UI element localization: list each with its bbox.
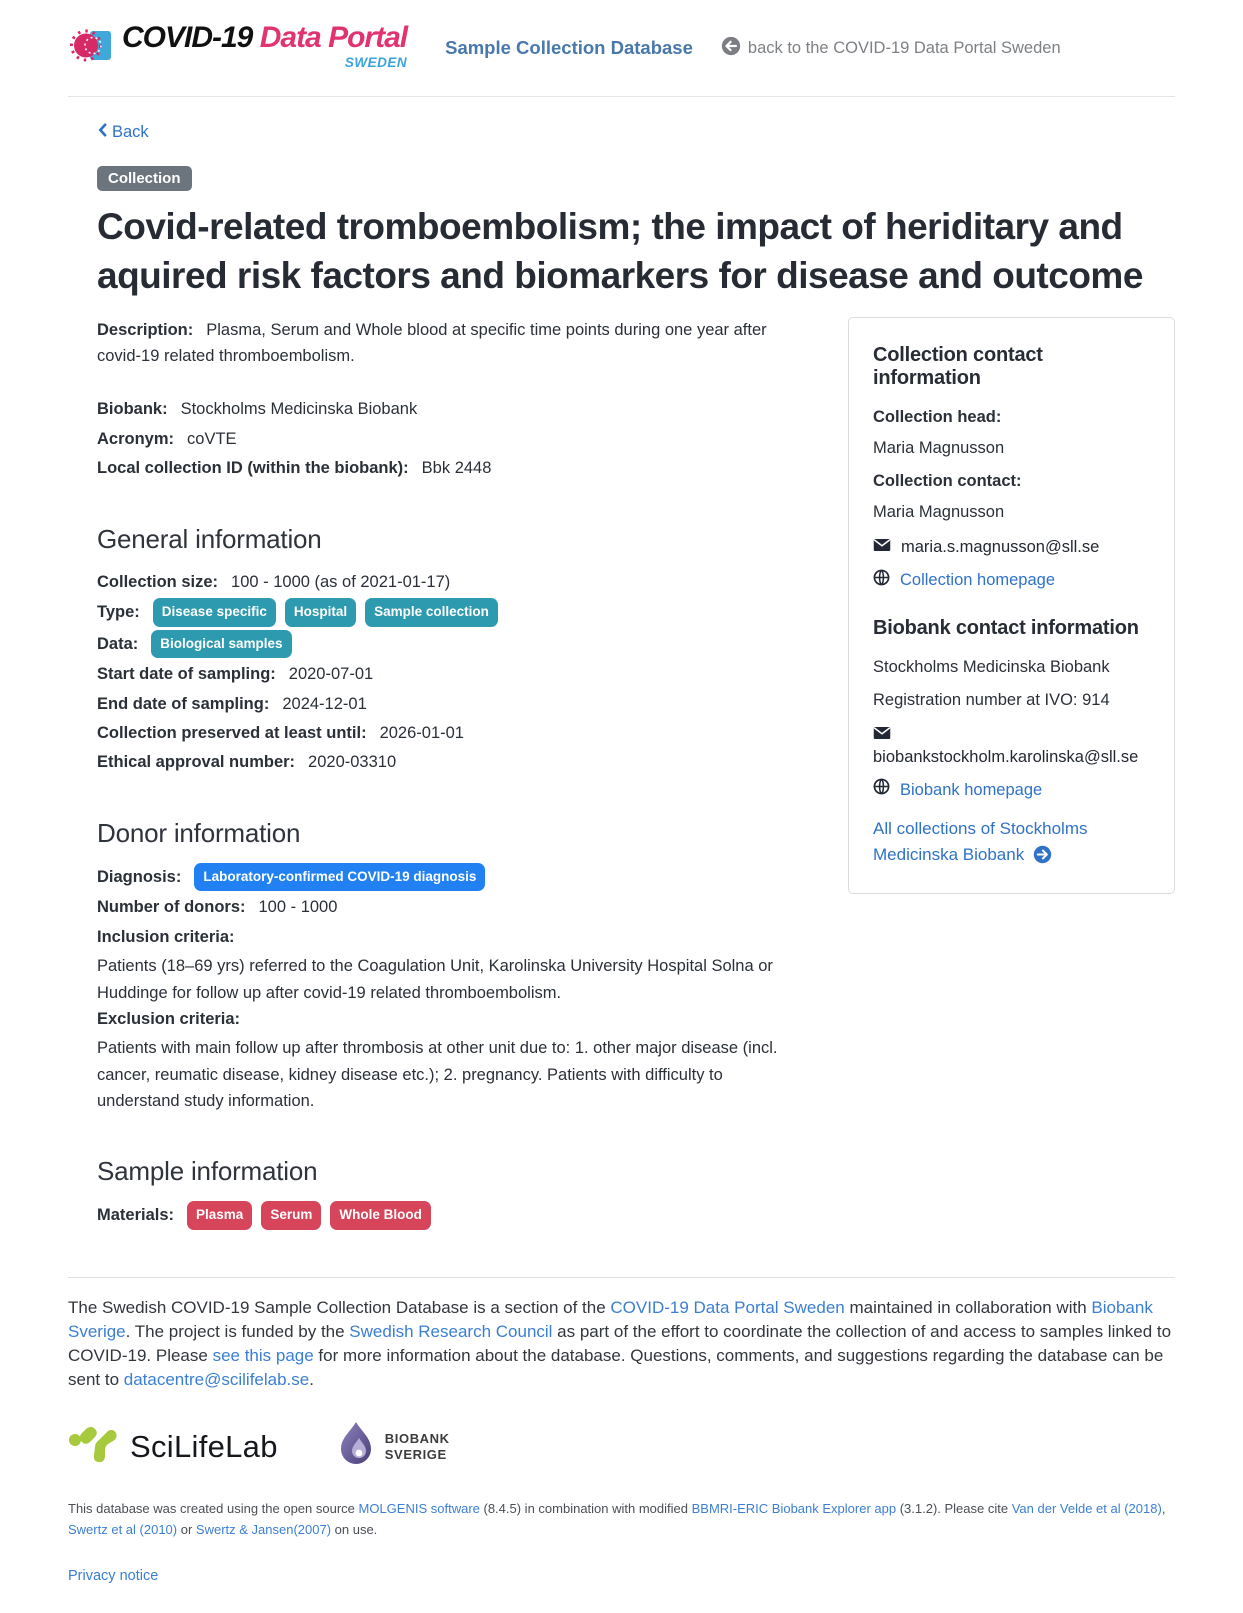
- nav-back-to-portal[interactable]: back to the COVID-19 Data Portal Sweden: [721, 36, 1061, 61]
- all-collections-link[interactable]: All collections of Stockholms Medicinska Biobank: [873, 819, 1088, 864]
- footer-logos: [68, 1419, 1175, 1476]
- materials-row: Materials: Plasma Serum Whole Blood: [97, 1201, 787, 1230]
- type-row: Type: Disease specific Hospital Sample collection: [97, 598, 787, 627]
- inclusion-criteria-text: Patients (18–69 yrs) referred to the Coagulation Unit, Karolinska University Hospital Solna or Huddinge for follow up after covid-19 related thromboembolism.: [97, 957, 773, 1002]
- chevron-left-icon: [97, 123, 108, 142]
- inline-link[interactable]: Swertz & Jansen(2007): [195, 1521, 332, 1537]
- ethical-approval-row: Ethical approval number: 2020-03310: [97, 753, 397, 772]
- footer-fineprint: This database was created using the open source MOLGENIS software (8.4.5) in combination with modified BBMRI-ERIC Biobank Explorer app (3.1.2). Please cite Van der Velde et al (2018), Swertz et al (2010) or Swertz & Jansen(2007) on use.: [68, 1500, 1166, 1537]
- scilifelab-logo[interactable]: SciLifeLab: [68, 1419, 278, 1476]
- collection-type-badge: Collection: [97, 166, 192, 191]
- inline-link[interactable]: datacentre@scilifelab.se: [123, 1370, 310, 1390]
- badge: Plasma: [187, 1201, 252, 1230]
- inline-link[interactable]: MOLGENIS software: [358, 1500, 480, 1516]
- biobank-name: Stockholms Medicinska Biobank: [873, 657, 1110, 676]
- badge: Serum: [261, 1201, 321, 1230]
- biobank-registration: Registration number at IVO: 914: [873, 690, 1110, 709]
- local-id-row: Local collection ID (within the biobank): Bbk 2448: [97, 459, 492, 478]
- acronym-row: Acronym: coVTE: [97, 429, 237, 448]
- covid19-data-portal-logo[interactable]: [68, 20, 408, 74]
- description-label: Description:: [97, 320, 194, 339]
- inline-link[interactable]: Swertz et al (2010): [68, 1521, 178, 1537]
- inline-link[interactable]: COVID-19 Data Portal Sweden: [610, 1298, 845, 1318]
- privacy-notice-link[interactable]: Privacy notice: [68, 1567, 159, 1584]
- start-date-row: Start date of sampling: 2020-07-01: [97, 665, 374, 684]
- biobank-contact-heading: Biobank contact information: [873, 616, 1139, 639]
- collection-contact-heading: Collection contact information: [873, 343, 1043, 389]
- details-column: [97, 317, 797, 1233]
- collection-contact-label: Collection contact:: [873, 471, 1022, 490]
- collection-contact-email[interactable]: maria.s.magnusson@sll.se: [873, 536, 1150, 559]
- biobank-homepage-link[interactable]: Biobank homepage: [873, 778, 1150, 802]
- collection-homepage-link[interactable]: Collection homepage: [873, 569, 1150, 593]
- collection-head-label: Collection head:: [873, 407, 1002, 426]
- description: Description: Plasma, Serum and Whole blood at specific time points during one year after covid-19 related thromboembolism.: [97, 320, 767, 366]
- footer-about-text: The Swedish COVID-19 Sample Collection Database is a section of the COVID-19 Data Portal Sweden maintained in collaboration with Biobank Sverige. The project is funded by the Swedish Research Council as part of the effort to coordinate the collection of and access to samples linked to COVID-19. Please see this page for more information about the database. Questions, comments, and suggestions regarding the database can be sent to datacentre@scilifelab.se.: [68, 1298, 1172, 1390]
- back-link[interactable]: Back: [97, 123, 149, 142]
- preserved-until-row: Collection preserved at least until: 2026-01-01: [97, 723, 464, 742]
- contact-info-card: [848, 317, 1175, 895]
- logo-dataportal-text: Data Portal: [259, 20, 408, 54]
- header: [68, 0, 1175, 97]
- exclusion-criteria-label: Exclusion criteria:: [97, 1009, 241, 1028]
- badge: Disease specific: [153, 598, 276, 627]
- biobank-sverige-logo[interactable]: BIOBANK SVERIGE: [336, 1420, 450, 1475]
- biobank-row: Biobank: Stockholms Medicinska Biobank: [97, 400, 418, 419]
- globe-icon: [873, 778, 890, 802]
- logo-covid-text: COVID-19: [122, 20, 253, 54]
- arrow-left-circle-icon: [721, 36, 741, 61]
- donor-information-heading: Donor information: [97, 817, 301, 848]
- inclusion-criteria-label: Inclusion criteria:: [97, 927, 235, 946]
- scilifelab-icon: [68, 1419, 120, 1476]
- data-row: Data: Biological samples: [97, 630, 787, 659]
- badge: Sample collection: [365, 598, 498, 627]
- logo-sweden-text: SWEDEN: [344, 54, 408, 70]
- badge: Biological samples: [151, 630, 291, 659]
- sample-information-heading: Sample information: [97, 1156, 318, 1187]
- globe-icon: [873, 569, 890, 593]
- main: [68, 97, 1175, 1233]
- inline-link[interactable]: Swedish Research Council: [349, 1322, 553, 1342]
- page-title: Covid-related tromboembolism; the impact of heriditary and aquired risk factors and biomarkers for disease and outcome: [97, 206, 1143, 296]
- exclusion-criteria-text: Patients with main follow up after thrombosis at other unit due to: 1. other major disease (incl. cancer, reumatic disease, kidney disease etc.); 2. pregnancy. Patients with difficulty to understand study information.: [97, 1039, 778, 1111]
- nav-sample-collection-database[interactable]: Sample Collection Database: [445, 37, 693, 58]
- badge: Laboratory-confirmed COVID-19 diagnosis: [194, 863, 485, 892]
- inline-link[interactable]: Van der Velde et al (2018): [1011, 1500, 1162, 1516]
- collection-head-value: Maria Magnusson: [873, 438, 1005, 457]
- arrow-right-circle-icon: [1029, 845, 1052, 864]
- badge: Hospital: [285, 598, 356, 627]
- footer: [68, 1277, 1175, 1613]
- droplet-icon: [336, 1420, 376, 1475]
- biobank-email[interactable]: biobankstockholm.karolinska@sll.se: [873, 724, 1150, 769]
- envelope-icon: [873, 726, 891, 744]
- inline-link[interactable]: BBMRI-ERIC Biobank Explorer app: [691, 1500, 897, 1516]
- inline-link[interactable]: see this page: [212, 1346, 314, 1366]
- diagnosis-row: Diagnosis: Laboratory-confirmed COVID-19 diagnosis: [97, 863, 787, 892]
- inline-link[interactable]: Biobank Sverige: [68, 1298, 1153, 1342]
- virus-logo-icon: [68, 23, 114, 74]
- end-date-row: End date of sampling: 2024-12-01: [97, 694, 367, 713]
- general-information-heading: General information: [97, 523, 322, 554]
- envelope-icon: [873, 536, 891, 559]
- number-of-donors-row: Number of donors: 100 - 1000: [97, 898, 338, 917]
- collection-size-row: Collection size: 100 - 1000 (as of 2021-01-17): [97, 572, 451, 591]
- collection-contact-value: Maria Magnusson: [873, 502, 1005, 521]
- badge: Whole Blood: [330, 1201, 430, 1230]
